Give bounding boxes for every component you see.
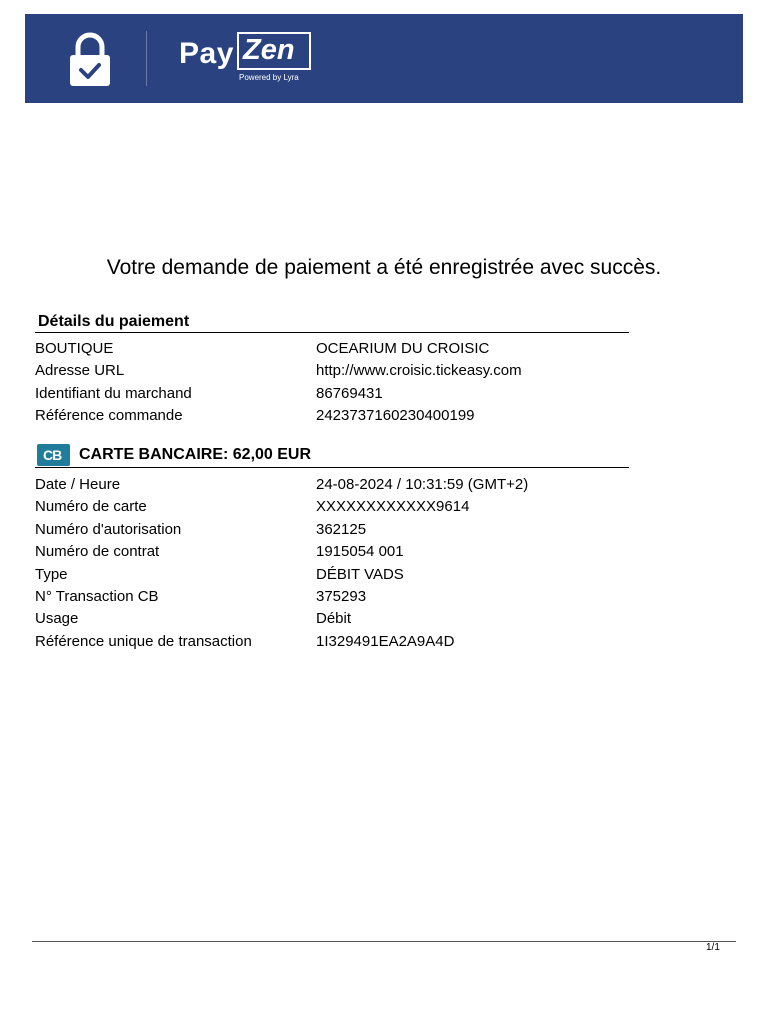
card-row — [35, 566, 635, 586]
logo-pay-text: Pay — [179, 37, 234, 70]
card-title: CARTE BANCAIRE: 62,00 EUR — [79, 446, 312, 463]
card-row — [35, 476, 635, 496]
page-number: 1/1 — [706, 942, 720, 953]
card-row — [35, 543, 635, 563]
card-row — [35, 610, 635, 630]
card-label: Numéro de contrat — [35, 543, 160, 560]
detail-row — [35, 385, 635, 405]
footer-divider — [32, 941, 736, 942]
card-label: Usage — [35, 610, 79, 627]
card-label: Type — [35, 566, 68, 583]
detail-label: Référence commande — [35, 407, 183, 424]
card-value: 24-08-2024 / 10:31:59 (GMT+2) — [316, 476, 529, 493]
detail-value: http://www.croisic.tickeasy.com — [316, 362, 522, 379]
details-title: Détails du paiement — [38, 313, 190, 330]
card-value: XXXXXXXXXXXX9614 — [316, 498, 470, 515]
card-label: Date / Heure — [35, 476, 121, 493]
card-label: Numéro d'autorisation — [35, 521, 182, 538]
card-value: DÉBIT VADS — [316, 566, 404, 583]
detail-row — [35, 340, 635, 360]
detail-row — [35, 407, 635, 427]
logo-tagline: Powered by Lyra — [239, 73, 299, 82]
header-divider — [146, 31, 147, 86]
cb-logo-text: CB — [43, 447, 62, 463]
lock-check-icon — [69, 32, 111, 86]
payzen-logo — [179, 31, 319, 87]
card-label: Numéro de carte — [35, 498, 147, 515]
detail-label: Adresse URL — [35, 362, 125, 379]
detail-value: 86769431 — [316, 385, 383, 402]
logo-zen-text: Zen — [243, 34, 295, 66]
card-value: 362125 — [316, 521, 367, 538]
card-row — [35, 498, 635, 518]
card-label: Référence unique de transaction — [35, 633, 252, 650]
detail-value: OCEARIUM DU CROISIC — [316, 340, 490, 357]
detail-label: BOUTIQUE — [35, 340, 114, 357]
card-row — [35, 633, 635, 653]
detail-value: 2423737160230400199 — [316, 407, 475, 424]
card-value: 1915054 001 — [316, 543, 404, 560]
cb-card-logo — [37, 444, 70, 466]
card-label: N° Transaction CB — [35, 588, 159, 605]
card-value: 375293 — [316, 588, 367, 605]
details-divider — [35, 332, 629, 333]
detail-label: Identifiant du marchand — [35, 385, 192, 402]
card-divider — [35, 467, 629, 468]
card-row — [35, 521, 635, 541]
success-message: Votre demande de paiement a été enregistrée avec succès. — [106, 256, 662, 279]
card-row — [35, 588, 635, 608]
card-value: 1I329491EA2A9A4D — [316, 633, 455, 650]
card-value: Débit — [316, 610, 352, 627]
header-banner — [25, 14, 743, 103]
detail-row — [35, 362, 635, 382]
